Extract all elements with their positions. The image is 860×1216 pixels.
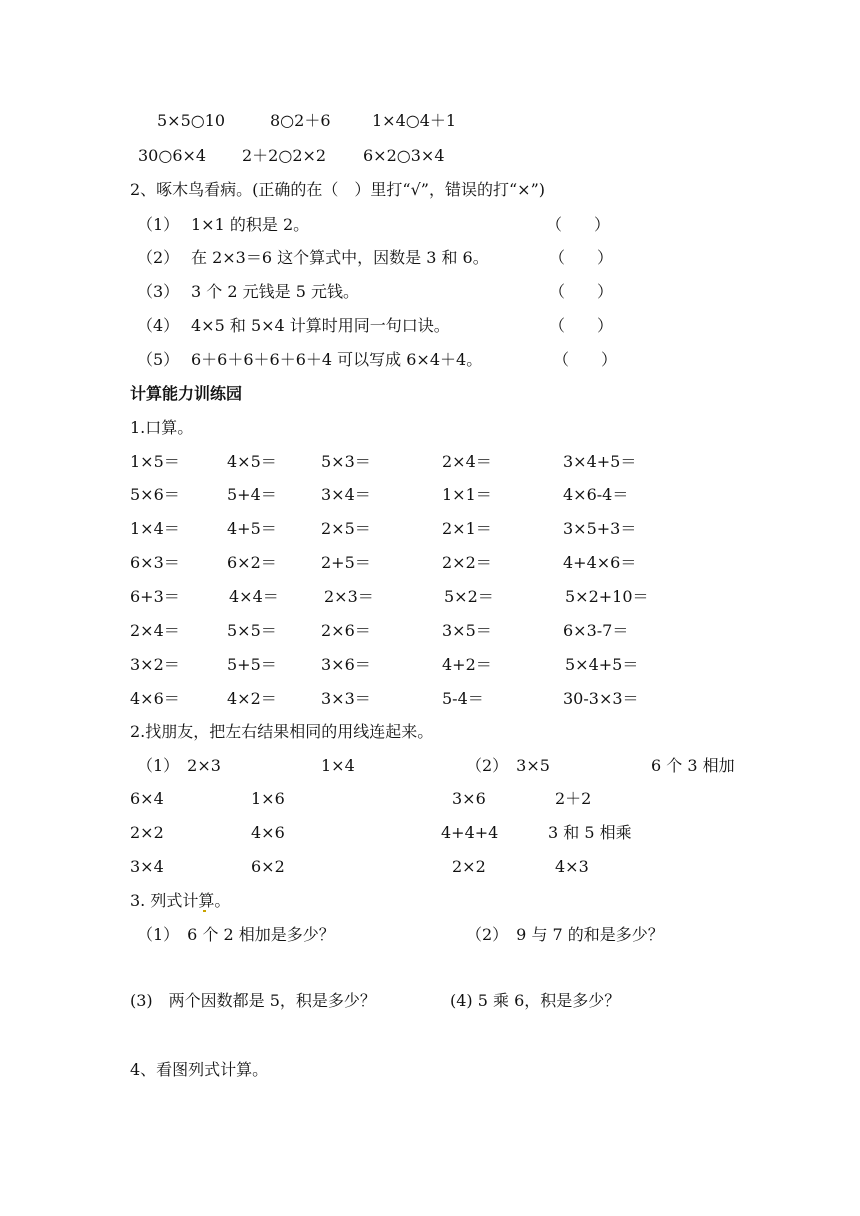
match-item: 3×6 (452, 789, 486, 808)
oral-item: 6×2＝ (227, 553, 277, 572)
oral-item: 5×5＝ (227, 621, 277, 640)
oral-item: 4+2＝ (442, 655, 492, 674)
oral-item: 5+4＝ (227, 485, 277, 504)
oral-item: 1×1＝ (442, 485, 492, 504)
list-calc-question: （1） 6 个 2 相加是多少？ (137, 925, 335, 944)
oral-item: 2×3＝ (324, 587, 374, 606)
match-item: 6×2 (251, 857, 285, 876)
answer-paren[interactable]: （ ） (553, 350, 618, 369)
oral-item: 4×6＝ (130, 689, 180, 708)
judge-item-num: （1） (137, 215, 180, 234)
answer-paren[interactable]: （ ） (549, 248, 614, 267)
judge-item-text: 4×5 和 5×4 计算时用同一句口诀。 (191, 316, 450, 335)
match-item: 3 和 5 相乘 (548, 823, 632, 842)
judge-item-num: （4） (137, 316, 180, 335)
oral-item: 3×4+5＝ (563, 452, 637, 471)
answer-paren[interactable]: （ ） (549, 316, 614, 335)
oral-item: 1×5＝ (130, 452, 180, 471)
oral-item: 4×4＝ (229, 587, 279, 606)
match-item: 4+4+4 (441, 823, 499, 842)
judge-item-text: 6＋6＋6＋6＋6＋4 可以写成 6×4＋4。 (191, 350, 483, 369)
match-item: （1） 2×3 (137, 756, 221, 775)
match-item: 1×4 (321, 756, 355, 775)
oral-item: 6+3＝ (130, 587, 180, 606)
match-item: （2） 3×5 (466, 756, 550, 775)
oral-heading: 1.口算。 (130, 418, 194, 437)
oral-item: 2×6＝ (321, 621, 371, 640)
list-calc-question: （2） 9 与 7 的和是多少？ (466, 925, 664, 944)
match-item: 2×2 (130, 823, 164, 842)
judge-heading: 2、啄木鸟看病。(正确的在（ ）里打“√”，错误的打“×”) (130, 180, 545, 199)
oral-item: 4×5＝ (227, 452, 277, 471)
compare-item: 8○2＋6 (270, 111, 331, 130)
oral-item: 5×6＝ (130, 485, 180, 504)
oral-item: 30-3×3＝ (563, 689, 639, 708)
list-calc-question: (3) 两个因数都是 5，积是多少？ (130, 991, 376, 1010)
oral-item: 2×5＝ (321, 519, 371, 538)
oral-item: 4×6-4＝ (563, 485, 629, 504)
match-heading: 2.找朋友，把左右结果相同的用线连起来。 (130, 722, 434, 741)
compare-item: 30○6×4 (138, 146, 207, 165)
oral-item: 3×6＝ (321, 655, 371, 674)
judge-item-num: （3） (137, 282, 180, 301)
match-item: 4×3 (555, 857, 589, 876)
oral-item: 3×4＝ (321, 485, 371, 504)
answer-paren[interactable]: （ ） (546, 215, 611, 234)
oral-item: 2×1＝ (442, 519, 492, 538)
oral-item: 2×4＝ (130, 621, 180, 640)
match-item: 3×4 (130, 857, 164, 876)
match-item: 1×6 (251, 789, 285, 808)
match-item: 2＋2 (555, 789, 592, 808)
oral-item: 4+5＝ (227, 519, 277, 538)
oral-item: 2+5＝ (321, 553, 371, 572)
judge-item-text: 1×1 的积是 2。 (191, 215, 310, 234)
compare-item: 6×2○3×4 (363, 146, 445, 165)
oral-item: 2×2＝ (442, 553, 492, 572)
match-item: 4×6 (251, 823, 285, 842)
judge-item-text: 在 2×3＝6 这个算式中，因数是 3 和 6。 (191, 248, 489, 267)
oral-item: 5×2＝ (444, 587, 494, 606)
oral-item: 5+5＝ (227, 655, 277, 674)
oral-item: 3×5＝ (442, 621, 492, 640)
picture-calc-heading: 4、看图列式计算。 (130, 1060, 269, 1079)
ink-mark (203, 910, 206, 912)
section-title: 计算能力训练园 (130, 384, 243, 403)
match-item: 6 个 3 相加 (651, 756, 735, 775)
oral-item: 3×5+3＝ (563, 519, 637, 538)
judge-item-num: （2） (137, 248, 180, 267)
oral-item: 4×2＝ (227, 689, 277, 708)
oral-item: 3×3＝ (321, 689, 371, 708)
oral-item: 5×2+10＝ (565, 587, 649, 606)
compare-item: 2＋2○2×2 (242, 146, 327, 165)
list-calc-question: (4) 5 乘 6，积是多少？ (450, 991, 621, 1010)
oral-item: 1×4＝ (130, 519, 180, 538)
compare-item: 5×5○10 (157, 111, 226, 130)
answer-paren[interactable]: （ ） (549, 282, 614, 301)
match-item: 6×4 (130, 789, 164, 808)
oral-item: 5×4+5＝ (565, 655, 639, 674)
oral-item: 2×4＝ (442, 452, 492, 471)
match-item: 2×2 (452, 857, 486, 876)
list-calc-heading: 3. 列式计算。 (130, 891, 231, 910)
oral-item: 4+4×6＝ (563, 553, 637, 572)
oral-item: 5×3＝ (321, 452, 371, 471)
judge-item-text: 3 个 2 元钱是 5 元钱。 (191, 282, 359, 301)
judge-item-num: （5） (137, 350, 180, 369)
oral-item: 5-4＝ (442, 689, 484, 708)
compare-item: 1×4○4＋1 (372, 111, 457, 130)
oral-item: 6×3＝ (130, 553, 180, 572)
oral-item: 3×2＝ (130, 655, 180, 674)
oral-item: 6×3-7＝ (563, 621, 629, 640)
